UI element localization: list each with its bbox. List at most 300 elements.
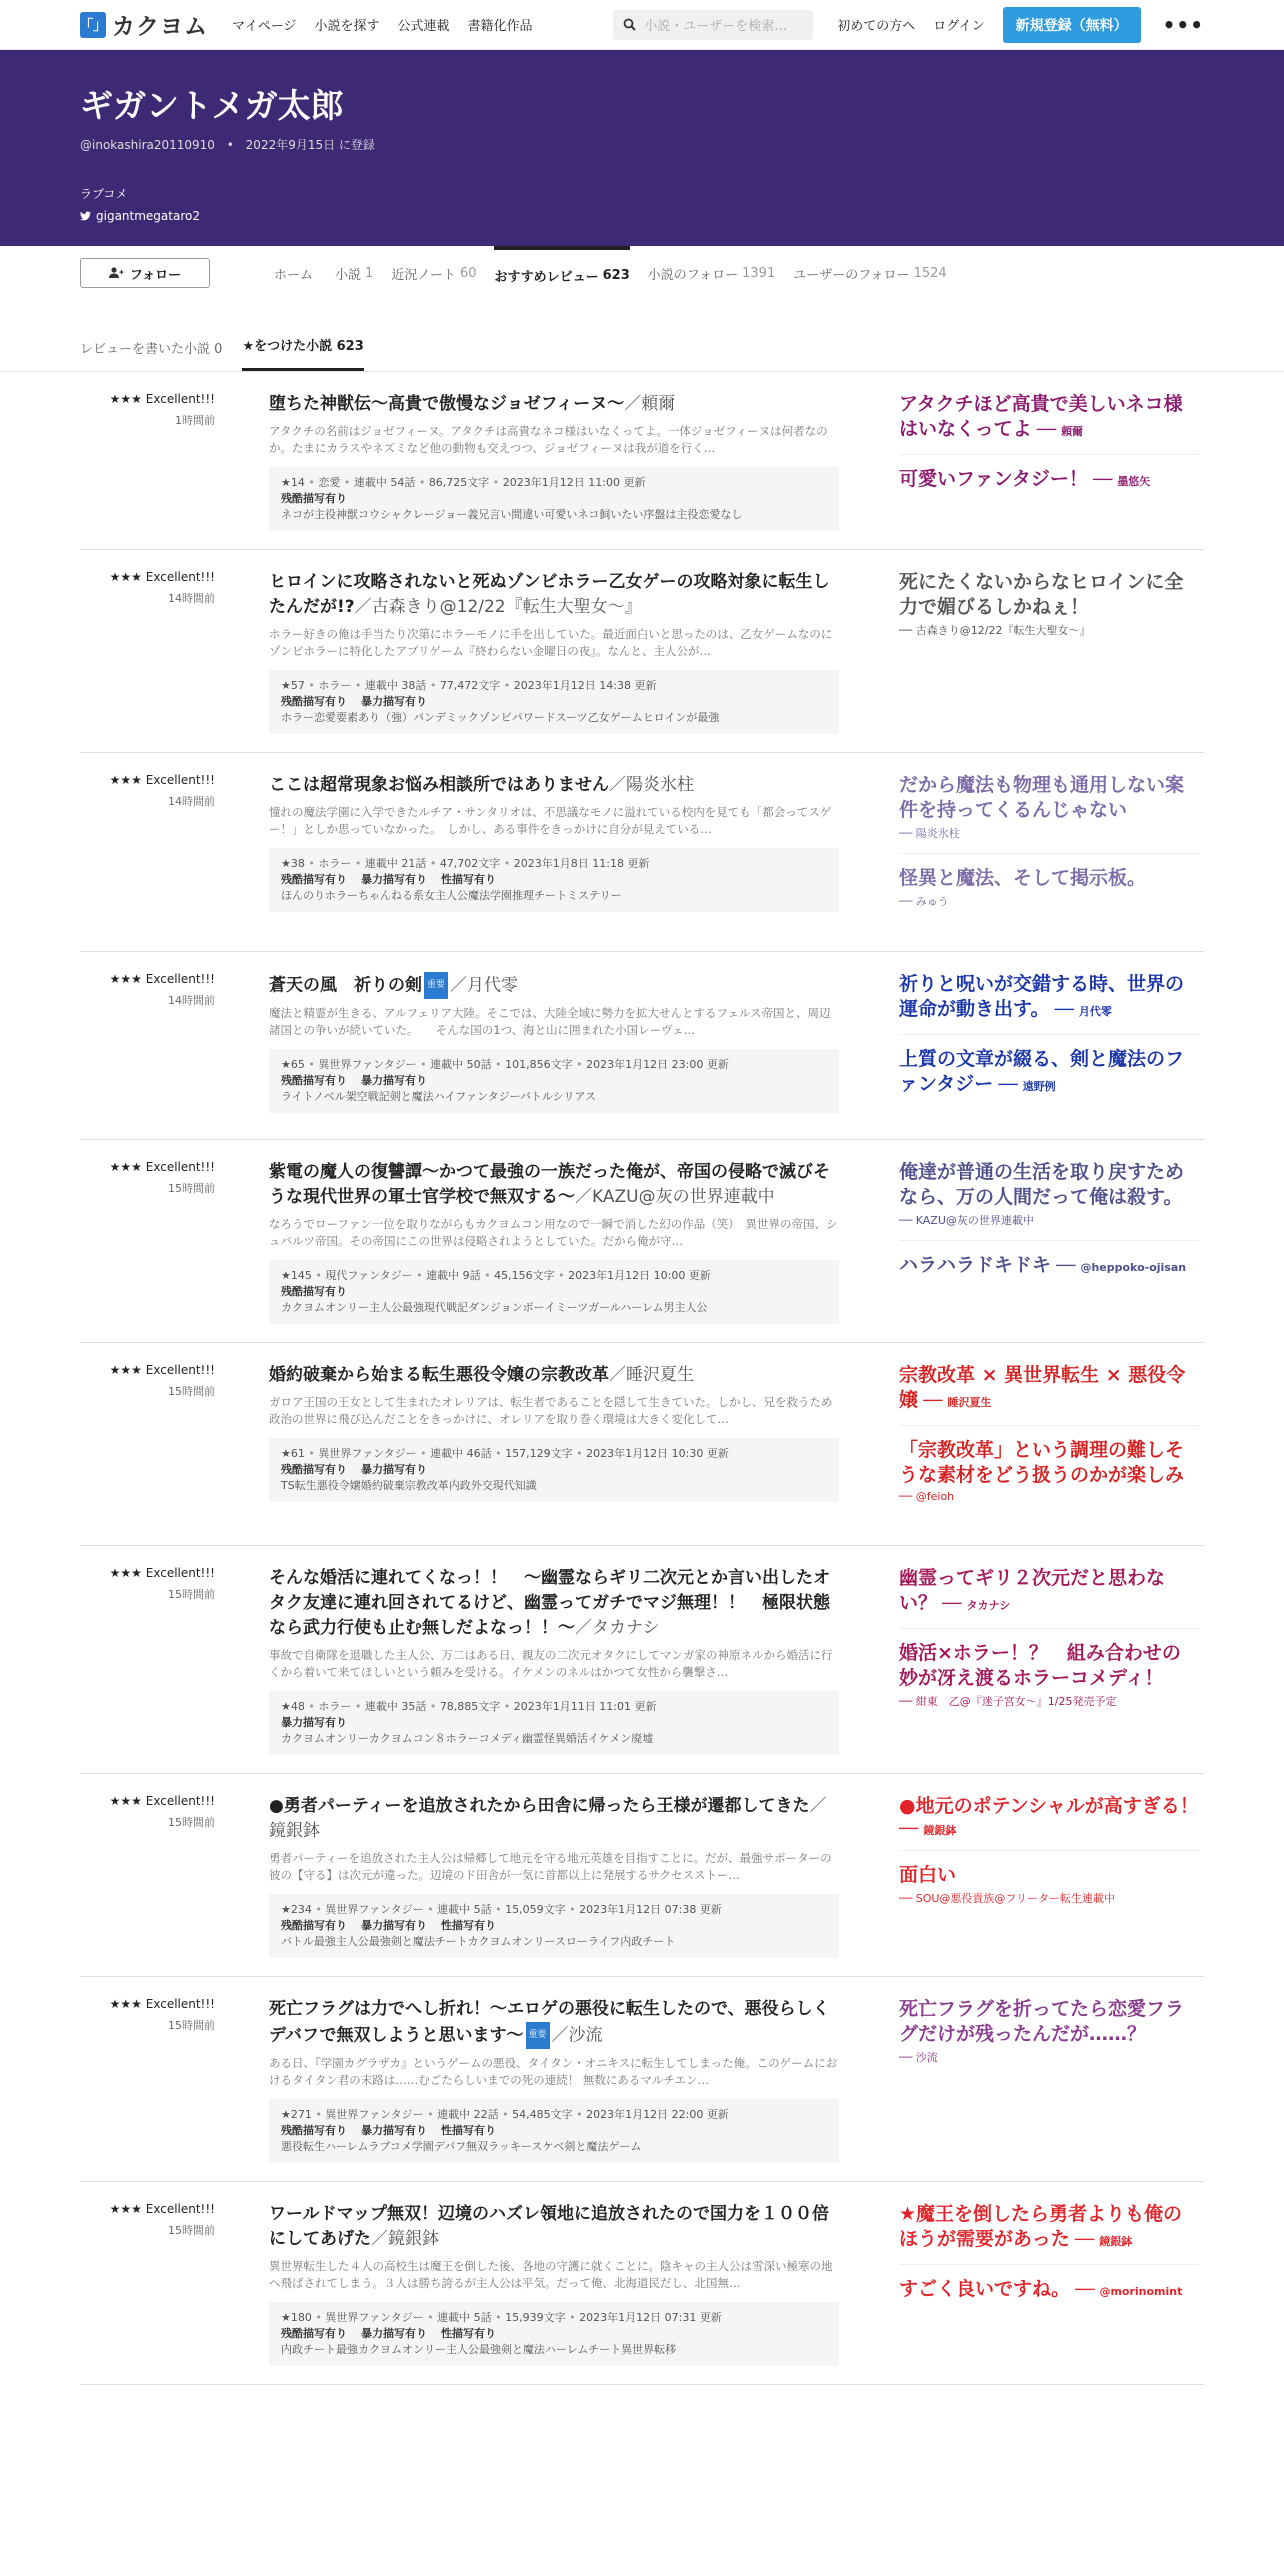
review-side <box>899 1794 1199 1958</box>
review-catchphrase[interactable] <box>899 1160 1199 1241</box>
tag-link[interactable]: 魔法 <box>468 889 490 902</box>
review-rating-col <box>80 1997 215 2163</box>
review-catchphrase[interactable]: ★魔王を倒したら勇者よりも俺のほうが需要があった ── 鏡銀鉢 <box>899 2202 1199 2265</box>
work-intro: なろうでローファン一位を取りながらもカクヨムコン用なので一瞬で消した幻の作品（笑） 異世界の帝国、シュバルツ帝国。その帝国にこの世界は侵略されようとしていた。だから俺が守… <box>269 1217 838 1248</box>
catchphrase-text: ハラハラドキドキ <box>899 1254 1052 1276</box>
nav-published-works[interactable]: 書籍化作品 <box>467 19 533 34</box>
tag-link[interactable]: 異世界転移 <box>621 2343 677 2356</box>
stat-item: • 54,485文字 <box>499 2108 573 2121</box>
stat-item: • 2023年1月12日 14:38 更新 <box>500 679 656 692</box>
review-side <box>899 2202 1199 2366</box>
top-header <box>0 0 1284 50</box>
beginners-link[interactable]: 初めての方へ <box>837 19 916 34</box>
review-catchphrase[interactable]: ハラハラドキドキ ── @heppoko-ojisan <box>899 1254 1187 1276</box>
add-user-icon <box>109 267 124 279</box>
review-rating-col <box>80 570 215 734</box>
review-catchphrase[interactable]: アタクチほど高貴で美しいネコ様はいなくってよ ── 頼爾 <box>899 392 1199 455</box>
tag-link[interactable]: ネコ飼いたい <box>577 508 644 521</box>
subtab-count: 623 <box>336 339 364 354</box>
work-title-link[interactable]: そんな婚活に連れてくなっ！！ ～幽霊ならギリ二次元とか言い出したオタク友達に連れ回されてるけど、幽霊ってガチでマジ無理！！ 極限状態なら武力行使も止む無しだよなっ！！～ <box>269 1568 830 1638</box>
tag-link[interactable]: コウシャクレージョー <box>358 508 468 521</box>
subtab-label: レビューを書いた小説 <box>80 342 211 357</box>
review-subtabs <box>0 326 1284 372</box>
stat-item: • 異世界ファンタジー <box>305 1447 417 1460</box>
stat-item: ★61 <box>281 1447 305 1460</box>
follow-button[interactable] <box>80 258 210 288</box>
login-link[interactable]: ログイン <box>933 19 985 34</box>
work-meta <box>269 1691 839 1755</box>
tag-link[interactable]: 婚活 <box>565 1732 588 1745</box>
work-meta <box>269 2302 839 2366</box>
work-stats <box>281 856 827 872</box>
tag-link[interactable]: バトル <box>281 1935 314 1948</box>
tag-link[interactable]: 悪役転生 <box>281 2140 325 2153</box>
review-catchphrase[interactable] <box>899 866 1199 921</box>
review-time: 15時間前 <box>168 2019 215 2032</box>
stat-item: • 2023年1月12日 07:38 更新 <box>566 1903 722 1916</box>
work-stats <box>281 1699 827 1715</box>
tag-link[interactable]: 主人公最強 <box>446 2343 501 2356</box>
tag-link[interactable]: ほんのりホラー <box>281 889 358 902</box>
work-intro: 異世界転生した４人の高校生は魔王を倒した後、各地の守護に就くことに。陰キャの主人公は雪深い極寒の地へ飛ばされてしまう。３人は勝ち誇るが主人公は平気。だって俺、北海道民だし、北国無… <box>269 2259 833 2290</box>
tab-home[interactable] <box>274 246 317 300</box>
reviewer-name[interactable]: ── 沙流 <box>899 2051 938 2064</box>
tag-link[interactable]: スローライフ <box>554 1935 621 1948</box>
tag-link[interactable]: カクヨムオンリー <box>358 2343 446 2356</box>
catchphrase-text: 死にたくないからなヒロインに全力で媚びるしかねぇ！ <box>899 571 1184 618</box>
tag-link[interactable]: カクヨムコン８ <box>368 1732 446 1745</box>
tag-link[interactable]: ライトノベル <box>281 1090 346 1103</box>
tag-link[interactable]: チート <box>434 1935 468 1948</box>
review-catchphrase[interactable] <box>899 1641 1199 1721</box>
review-row <box>80 2182 1204 2385</box>
content-warnings <box>281 694 827 710</box>
warning-flag: 残酷描写有り <box>281 1285 347 1298</box>
work-stats <box>281 2107 827 2123</box>
review-time: 15時間前 <box>168 1182 215 1195</box>
tag-link[interactable]: シリアス <box>552 1090 597 1103</box>
work-tags <box>281 2139 827 2155</box>
tag-link[interactable]: 剣と魔法 <box>389 1090 434 1103</box>
tag-link[interactable]: ハーレム <box>620 1301 664 1314</box>
warning-flag: 残酷描写有り <box>281 2327 347 2340</box>
tag-link[interactable]: 現代 <box>424 1301 446 1314</box>
tag-link[interactable]: ミステリー <box>567 889 622 902</box>
search-input[interactable]: 小説・ユーザーを検索… <box>644 19 788 34</box>
warning-flag: 残酷描写有り <box>281 1919 347 1932</box>
tag-link[interactable]: ちゃんねる系 <box>358 889 424 902</box>
tag-link[interactable]: 幽霊 <box>521 1732 544 1745</box>
user-name: ギガントメガ太郎 <box>80 86 344 125</box>
warning-flag: 残酷描写有り <box>281 1074 347 1087</box>
tag-link[interactable]: 男主人公 <box>663 1301 708 1314</box>
stat-item: • 連載中 54話 <box>340 476 415 489</box>
more-menu-icon[interactable]: ••• <box>1162 12 1204 37</box>
tag-link[interactable]: カクヨムオンリー <box>281 1732 369 1745</box>
work-info <box>269 1997 839 2163</box>
stat-item: • 連載中 22話 <box>424 2108 499 2121</box>
tab-followed-users[interactable] <box>793 246 946 300</box>
reviewer-name[interactable]: ── みゅう <box>899 895 949 908</box>
review-row <box>80 1343 1204 1546</box>
tag-link[interactable]: 剣と魔法 <box>564 2140 609 2153</box>
stat-item: • 2023年1月12日 10:30 更新 <box>573 1447 729 1460</box>
warning-flag: 残酷描写有り <box>281 2124 347 2137</box>
tag-link[interactable]: ラブコメ <box>368 2140 412 2153</box>
tag-link[interactable]: ネコが主役 <box>281 508 336 521</box>
tab-notes[interactable] <box>391 246 476 300</box>
rating-stars: ★★★ Excellent!!! <box>109 1997 215 2011</box>
tag-link[interactable]: 剣と魔法 <box>501 2343 545 2356</box>
work-author-link[interactable]: ／頼爾 <box>624 394 676 414</box>
tag-link[interactable]: 主人公最強 <box>335 1935 391 1948</box>
work-author-link[interactable]: ／タカナシ <box>575 1618 660 1638</box>
catchphrase-text: 死亡フラグを折ってたら恋愛フラグだけが残ったんだが……？ <box>899 1998 1185 2045</box>
twitter-link[interactable] <box>80 209 1204 223</box>
stat-item: • 15,059文字 <box>492 1903 566 1916</box>
work-title-line <box>269 1566 839 1641</box>
review-row <box>80 1977 1204 2182</box>
tag-link[interactable]: 内政チート <box>281 2343 336 2356</box>
reviewer-name[interactable]: @heppoko-ojisan <box>1080 1261 1187 1274</box>
tag-link[interactable]: 転生 <box>294 1479 317 1492</box>
reviewer-name[interactable]: ── 陽炎氷柱 <box>899 827 960 840</box>
review-catchphrase[interactable] <box>899 773 1199 854</box>
work-title-link[interactable]: ここは超常現象お悩み相談所ではありません <box>269 775 609 795</box>
work-intro: 事故で自衛隊を退職した主人公、万二はある日、親友の二次元オタクにしてマンガ家の神原ネルから婚活に行くから着いて来てほしいという頼みを受ける。イケメンのネルはかつて女性から襲撃さ… <box>269 1648 833 1679</box>
review-row <box>80 753 1204 952</box>
stat-item: • 2023年1月12日 22:00 更新 <box>573 2108 729 2121</box>
work-title-link[interactable]: ヒロインに攻略されないと死ぬゾンビホラー乙女ゲーの攻略対象に転生したんだが!? <box>269 572 830 617</box>
stat-item: • 連載中 21話 <box>351 857 426 870</box>
work-info <box>269 972 839 1121</box>
catchphrase-text: だから魔法も物理も通用しない案件を持ってくるんじゃない <box>899 774 1185 821</box>
stat-item: • 2023年1月12日 10:00 更新 <box>555 1269 711 1282</box>
review-rating-col <box>80 2202 215 2366</box>
tag-link[interactable]: 怪異 <box>543 1732 566 1745</box>
work-intro: ある日、『学園カグラザカ』というゲームの悪役、タイタン・オニキスに転生してしまった俺。このゲームにおけるタイタン君の末路は……むごたらしいまでの死の連続！ 無数にあるマルチエン… <box>269 2056 838 2087</box>
logo-text: カクヨム <box>112 14 208 40</box>
work-info <box>269 1160 839 1324</box>
tag-link[interactable]: 学園 <box>490 889 512 902</box>
reviewer-name[interactable]: タカナシ <box>966 1599 1011 1612</box>
tag-link[interactable]: ヒロインが最強 <box>642 711 720 724</box>
work-tags <box>281 507 827 523</box>
stat-item: • 2023年1月12日 07:31 更新 <box>566 2311 722 2324</box>
review-side <box>899 1997 1199 2163</box>
tag-link[interactable]: チート <box>534 889 567 902</box>
review-row <box>80 1774 1204 1977</box>
catchphrase-text: ●地元のポテンシャルが高すぎる！ <box>899 1795 1199 1817</box>
tag-link[interactable]: 恋愛要素あり（強） <box>314 711 413 724</box>
work-intro: アタクチの名前はジョゼフィーヌ。アタクチは高貴なネコ様はいなくってよ。一体ジョゼフィーヌは何者なのか。たまにカラスやネズミなど他の動物も交えつつ、ジョゼフィーヌは我が道を行く… <box>269 424 828 455</box>
tab-novels[interactable] <box>335 246 373 300</box>
tag-link[interactable]: ゲーム <box>608 2140 642 2153</box>
catchphrase-text: 婚活×ホラー！？ 組み合わせの妙が冴え渡るホラーコメディ！ <box>899 1642 1181 1689</box>
work-meta <box>269 1894 839 1958</box>
work-tags <box>281 1300 827 1316</box>
nav-official-serial[interactable]: 公式連載 <box>397 19 450 34</box>
warning-flag: 暴力描写有り <box>361 2124 427 2137</box>
tag-link[interactable]: 架空戦記 <box>345 1090 390 1103</box>
tag-link[interactable]: ハーレム <box>325 2140 369 2153</box>
tab-count: 1 <box>365 265 374 281</box>
catchphrase-text: 宗教改革 × 異世界転生 × 悪役令嬢 <box>899 1364 1186 1411</box>
tag-link[interactable]: ハイファンタジー <box>433 1090 521 1103</box>
reviewer-name[interactable]: 墨悠矢 <box>1117 475 1151 488</box>
tag-link[interactable]: 外交 <box>470 1479 493 1492</box>
tab-label: おすすめレビュー <box>494 269 599 285</box>
logo-mark: 「」 <box>80 12 106 38</box>
profile-banner <box>0 50 1284 246</box>
reviewer-name[interactable]: ── @feioh <box>899 1490 955 1503</box>
tag-link[interactable]: 乙女ゲーム <box>587 711 643 724</box>
work-stats <box>281 1268 827 1284</box>
tag-link[interactable]: 婚約破棄 <box>360 1479 405 1492</box>
tag-link[interactable]: 女主人公 <box>424 889 468 902</box>
work-meta <box>269 2099 839 2163</box>
review-rating-col <box>80 1160 215 1324</box>
tag-link[interactable]: TS <box>281 1479 295 1492</box>
review-time: 15時間前 <box>168 2224 215 2237</box>
stat-item: ★38 <box>281 857 305 870</box>
tab-followed-novels[interactable] <box>648 246 775 300</box>
stat-item: • 連載中 46話 <box>417 1447 492 1460</box>
work-author-link[interactable]: ／KAZU@灰の世界連載中 <box>575 1187 775 1207</box>
content-warnings <box>281 2123 827 2139</box>
tag-link[interactable]: カクヨムオンリー <box>281 1301 369 1314</box>
catchphrase-text: 祈りと呪いが交錯する時、世界の運命が動き出す。 <box>899 973 1185 1020</box>
tab-count: 60 <box>459 265 477 281</box>
twitter-icon <box>80 211 91 221</box>
review-catchphrase[interactable]: 上質の文章が綴る、剣と魔法のファンタジー ── 遠野例 <box>899 1048 1185 1095</box>
reviewer-name[interactable]: 遠野例 <box>1022 1080 1056 1093</box>
warning-flag: 残酷描写有り <box>281 695 347 708</box>
review-row <box>80 550 1204 753</box>
work-author-link[interactable]: ／睡沢夏生 <box>609 1365 694 1385</box>
stat-item: ★14 <box>281 476 305 489</box>
tag-link[interactable]: 言い間違い可愛い <box>489 508 578 521</box>
stat-item: • 連載中 35話 <box>351 1700 426 1713</box>
review-catchphrase[interactable] <box>899 1997 1199 2077</box>
tag-link[interactable]: バトル <box>520 1090 553 1103</box>
subtab-starred[interactable] <box>242 335 363 371</box>
tag-link[interactable]: チート <box>588 2343 622 2356</box>
tag-link[interactable]: 序盤は主役恋愛なし <box>643 508 743 521</box>
review-rating-col <box>80 392 215 531</box>
stat-item: ★57 <box>281 679 305 692</box>
reviewer-name[interactable]: @morinomint <box>1099 2285 1183 2298</box>
reviewer-name[interactable]: ── 紺東 乙@『迷子宮女～』1/25発売予定 <box>899 1695 1117 1708</box>
work-author-link[interactable]: ／沙流 <box>551 2025 603 2046</box>
reviewer-name[interactable]: ── 古森きり@12/22『転生大聖女～』 <box>899 624 1091 637</box>
catchphrase-text: 怪異と魔法、そして掲示板。 <box>899 867 1147 889</box>
stat-item: ★180 <box>281 2311 312 2324</box>
subtab-reviewed[interactable] <box>80 338 222 371</box>
review-catchphrase[interactable]: 幽霊ってギリ２次元だと思わない？ ── タカナシ <box>899 1566 1199 1629</box>
update-badge: 重要 <box>424 972 448 999</box>
work-meta <box>269 1049 839 1113</box>
work-author-link[interactable]: ／鏡銀鉢 <box>371 2229 439 2249</box>
work-title-link[interactable]: 婚約破棄から始まる転生悪役令嬢の宗教改革 <box>269 1365 609 1385</box>
twitter-handle: gigantmegataro2 <box>96 209 200 223</box>
work-title-link[interactable]: 紫電の魔人の復讐譚～かつて最強の一族だった俺が、帝国の侵略で滅びそうな現代世界の軍士官学校で無双する～ <box>269 1162 830 1207</box>
work-title-line <box>269 1363 839 1388</box>
tag-link[interactable]: 内政チート <box>620 1935 676 1948</box>
reviewer-name[interactable]: 鏡銀鉢 <box>923 1824 957 1837</box>
tag-link[interactable]: ボーイミーツガール <box>522 1301 621 1314</box>
stat-item: • 2023年1月8日 11:18 更新 <box>500 857 649 870</box>
stat-item: ★145 <box>281 1269 312 1282</box>
review-catchphrase[interactable] <box>899 570 1199 650</box>
work-info <box>269 570 839 734</box>
work-title-line <box>269 1160 839 1210</box>
content-warnings <box>281 1918 827 1934</box>
tag-link[interactable]: 悪役令嬢 <box>316 1479 361 1492</box>
work-title-line <box>269 570 839 620</box>
catchphrase-text: 可愛いファンタジー！ <box>899 468 1088 490</box>
stat-item: • 連載中 5話 <box>424 2311 492 2324</box>
warning-flag: 性描写有り <box>441 1919 496 1932</box>
tag-link[interactable]: パワードスーツ <box>511 711 588 724</box>
tag-link[interactable]: ハーレム <box>545 2343 589 2356</box>
rating-stars: ★★★ Excellent!!! <box>109 1363 215 1377</box>
tab-label: ホーム <box>274 267 314 283</box>
tag-link[interactable]: カクヨムオンリー <box>467 1935 555 1948</box>
tag-link[interactable]: ホラーコメディ <box>445 1732 522 1745</box>
review-side <box>899 972 1199 1121</box>
content-warnings <box>281 2326 827 2342</box>
work-intro: 憧れの魔法学園に入学できたルチア・サンタリオは、不思議なモノに溢れている校内を見ても「都会ってスゲー！」としか思っていなかった。 しかし、ある事件をきっかけに自分が見えている… <box>269 805 832 836</box>
review-catchphrase[interactable]: ●地元のポテンシャルが高すぎる！ ── 鏡銀鉢 <box>899 1794 1199 1851</box>
nav-mypage[interactable]: マイページ <box>232 19 297 34</box>
work-author-link[interactable]: ／鏡銀鉢 <box>269 1796 827 1841</box>
work-tags <box>281 710 827 726</box>
tag-link[interactable]: 剣と魔法 <box>390 1935 435 1948</box>
review-catchphrase[interactable]: 宗教改革 × 異世界転生 × 悪役令嬢 ── 睡沢夏生 <box>899 1363 1199 1426</box>
reviewer-name[interactable]: ── KAZU@灰の世界連載中 <box>899 1214 1034 1227</box>
tag-link[interactable]: ダンジョン <box>468 1301 523 1314</box>
signup-button[interactable]: 新規登録（無料） <box>1003 7 1141 43</box>
catchphrase-text: 上質の文章が綴る、剣と魔法のファンタジー <box>899 1048 1185 1095</box>
tag-link[interactable]: 宗教改革 <box>404 1479 449 1492</box>
review-catchphrase[interactable] <box>899 1438 1199 1515</box>
review-rating-col <box>80 1566 215 1755</box>
work-title-link[interactable]: ●勇者パーティーを追放されたから田舎に帰ったら王様が遷都してきた <box>269 1796 810 1816</box>
tag-link[interactable]: パンデミック <box>413 711 479 724</box>
kakuyomu-logo[interactable] <box>80 8 208 41</box>
tag-link[interactable]: 義兄 <box>467 508 490 521</box>
stat-item: • 78,885文字 <box>426 1700 500 1713</box>
review-catchphrase[interactable]: すごく良いですね。 ── @morinomint <box>899 2278 1183 2300</box>
work-title-link[interactable]: 死亡フラグは力でへし折れ！～エロゲの悪役に転生したので、悪役らしくデバフで無双しようと思います～ <box>269 1999 830 2046</box>
stat-item: • 恋愛 <box>305 476 340 489</box>
rating-stars: ★★★ Excellent!!! <box>109 570 215 584</box>
warning-flag: 残酷描写有り <box>281 492 347 505</box>
work-stats <box>281 1057 827 1073</box>
review-catchphrase[interactable]: 可愛いファンタジー！ ── 墨悠矢 <box>899 468 1151 490</box>
work-author-link[interactable]: ／古森きり@12/22『転生大聖女～』 <box>354 597 642 617</box>
tag-link[interactable]: 主人公最強 <box>369 1301 424 1314</box>
tab-reviews[interactable] <box>494 246 629 300</box>
stat-item: • 連載中 50話 <box>417 1058 492 1071</box>
work-stats <box>281 475 827 491</box>
nav-find-novels[interactable]: 小説を探す <box>314 19 380 34</box>
review-side <box>899 1160 1199 1324</box>
reviewer-name[interactable]: 睡沢夏生 <box>947 1396 992 1409</box>
stat-item: ★65 <box>281 1058 305 1071</box>
rating-stars: ★★★ Excellent!!! <box>109 392 215 406</box>
warning-flag: 暴力描写有り <box>361 2327 427 2340</box>
global-nav <box>232 15 533 34</box>
tag-link[interactable]: 廃墟 <box>631 1732 654 1745</box>
tag-link[interactable]: 推理 <box>512 889 534 902</box>
reviewer-name[interactable]: 鏡銀鉢 <box>1099 2235 1133 2248</box>
work-title-line <box>269 1794 839 1844</box>
review-rating-col <box>80 1794 215 1958</box>
catchphrase-text: 幽霊ってギリ２次元だと思わない？ <box>899 1567 1166 1614</box>
work-intro: 魔法と精霊が生きる、アルフェリア大陸。そこでは、大陸全域に勢力を拡大せんとするフェルス帝国と、周辺諸国との争いが続いていた。 そんな国の1つ、海と山に囲まれた小国レーヴェ… <box>269 1006 831 1037</box>
review-catchphrase[interactable] <box>899 1863 1199 1918</box>
search-box[interactable] <box>613 10 813 40</box>
stat-item: • ホラー <box>305 857 351 870</box>
reviewer-name[interactable]: 月代零 <box>1078 1005 1112 1018</box>
work-meta <box>269 848 839 912</box>
warning-flag: 性描写有り <box>441 2327 496 2340</box>
tag-link[interactable]: 最強 <box>336 2343 358 2356</box>
warning-flag: 残酷描写有り <box>281 873 347 886</box>
warning-flag: 性描写有り <box>441 2124 496 2137</box>
tab-count: 1391 <box>742 265 776 281</box>
tab-count: 623 <box>602 267 630 283</box>
work-title-link[interactable]: ワールドマップ無双！辺境のハズレ領地に追放されたので国力を１００倍にしてあげた <box>269 2204 829 2249</box>
work-intro: ホラー好きの俺は手当たり次第にホラーモノに手を出していた。最近面白いと思ったのは、乙女ゲームなのにゾンビホラーに特化したアプリゲーム『終わらない金曜日の夜』。なんと、主人公が… <box>269 627 833 658</box>
reviewer-name[interactable]: ── SOU@悪役貴族@フリーター転生連載中 <box>899 1892 1115 1905</box>
tag-link[interactable]: ホラー <box>281 711 314 724</box>
tag-link[interactable]: 学園 <box>411 2140 434 2153</box>
stat-item: • 15,939文字 <box>492 2311 566 2324</box>
tag-link[interactable]: デバフ無双 <box>433 2140 489 2153</box>
reviewer-name[interactable]: 頼爾 <box>1061 425 1084 438</box>
review-catchphrase[interactable]: 祈りと呪いが交錯する時、世界の運命が動き出す。 ── 月代零 <box>899 972 1199 1035</box>
content-warnings <box>281 1073 827 1089</box>
work-author-link[interactable]: ／月代零 <box>450 975 519 996</box>
work-info <box>269 1794 839 1958</box>
review-rating-col <box>80 773 215 933</box>
stat-item: • 2023年1月12日 11:00 更新 <box>489 476 645 489</box>
tag-link[interactable]: 現代知識 <box>492 1479 537 1492</box>
work-author-link[interactable]: ／陽炎氷柱 <box>609 775 694 795</box>
follow-label: フォロー <box>129 267 182 283</box>
work-meta <box>269 1260 839 1324</box>
tag-link[interactable]: 内政 <box>448 1479 471 1492</box>
warning-flag: 暴力描写有り <box>361 1463 427 1476</box>
review-side <box>899 392 1199 531</box>
tag-link[interactable]: 最強 <box>313 1935 336 1948</box>
tag-link[interactable]: 神獣 <box>336 508 358 521</box>
tag-link[interactable]: イケメン <box>587 1732 632 1745</box>
stat-item: • 異世界ファンタジー <box>312 2108 424 2121</box>
tag-link[interactable]: 戦記 <box>446 1301 468 1314</box>
tag-link[interactable]: ラッキースケベ <box>488 2140 565 2153</box>
tag-link[interactable]: ゾンビ <box>478 711 512 724</box>
work-tags <box>281 2342 827 2358</box>
work-title-link[interactable]: 蒼天の風 祈りの剣 <box>269 975 422 996</box>
stat-item: • 連載中 9話 <box>413 1269 481 1282</box>
work-tags <box>281 1731 827 1747</box>
work-title-link[interactable]: 堕ちた神獣伝～高貴で傲慢なジョゼフィーヌ～ <box>269 394 625 414</box>
tab-label: 近況ノート <box>391 267 456 283</box>
